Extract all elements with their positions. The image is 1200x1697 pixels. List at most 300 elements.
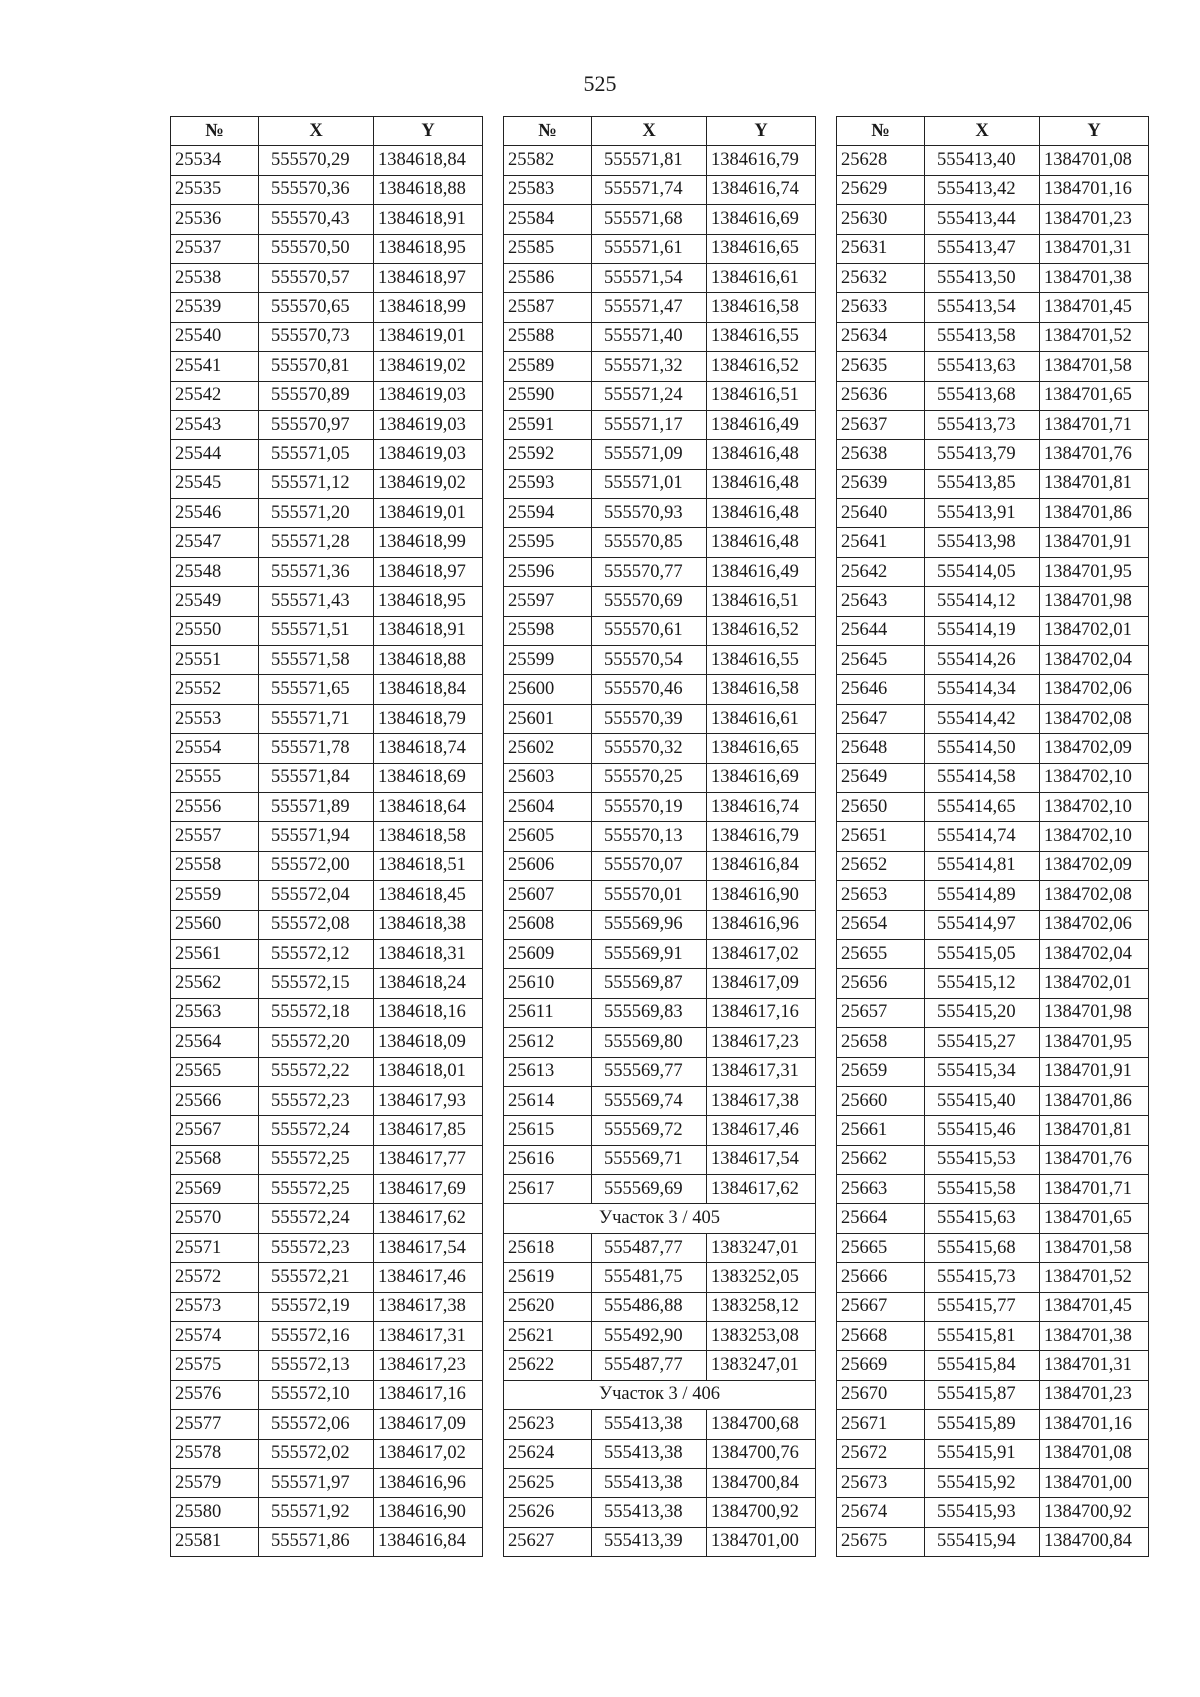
x-coordinate: 555570,29 xyxy=(259,146,374,175)
x-coordinate: 555572,12 xyxy=(259,939,374,968)
table-row xyxy=(171,557,483,586)
table-row xyxy=(171,1116,483,1145)
table-row xyxy=(171,734,483,763)
y-coordinate: 1384616,49 xyxy=(707,557,816,586)
point-number: 25534 xyxy=(171,146,259,175)
table-row xyxy=(504,499,816,528)
point-number: 25616 xyxy=(504,1145,592,1174)
y-coordinate: 1384702,09 xyxy=(1040,734,1149,763)
y-coordinate: 1384700,84 xyxy=(707,1468,816,1497)
point-number: 25630 xyxy=(837,205,925,234)
x-coordinate: 555413,73 xyxy=(925,410,1040,439)
y-coordinate: 1383253,08 xyxy=(707,1322,816,1351)
y-coordinate: 1384616,61 xyxy=(707,263,816,292)
table-row xyxy=(171,1527,483,1556)
y-coordinate: 1384701,38 xyxy=(1040,1322,1149,1351)
x-coordinate: 555571,24 xyxy=(592,381,707,410)
point-number: 25567 xyxy=(171,1116,259,1145)
y-coordinate: 1384616,96 xyxy=(374,1468,483,1497)
table-row xyxy=(837,881,1149,910)
coordinates-table-3 xyxy=(836,116,1149,1557)
table-row xyxy=(504,1057,816,1086)
table-row xyxy=(171,792,483,821)
point-number: 25535 xyxy=(171,175,259,204)
table-row xyxy=(504,557,816,586)
point-number: 25615 xyxy=(504,1116,592,1145)
y-coordinate: 1384701,52 xyxy=(1040,1263,1149,1292)
x-coordinate: 555570,54 xyxy=(592,646,707,675)
x-coordinate: 555415,73 xyxy=(925,1263,1040,1292)
y-coordinate: 1384701,08 xyxy=(1040,146,1149,175)
x-coordinate: 555415,68 xyxy=(925,1233,1040,1262)
table-row xyxy=(171,1175,483,1204)
table-row xyxy=(504,587,816,616)
y-coordinate: 1384617,38 xyxy=(707,1086,816,1115)
table-row xyxy=(504,969,816,998)
x-coordinate: 555572,04 xyxy=(259,881,374,910)
y-coordinate: 1384618,51 xyxy=(374,851,483,880)
point-number: 25626 xyxy=(504,1498,592,1527)
y-coordinate: 1384701,45 xyxy=(1040,293,1149,322)
point-number: 25631 xyxy=(837,234,925,263)
section-label: Участок 3 / 405 xyxy=(504,1204,816,1233)
point-number: 25643 xyxy=(837,587,925,616)
point-number: 25548 xyxy=(171,557,259,586)
x-coordinate: 555571,71 xyxy=(259,704,374,733)
y-coordinate: 1384617,31 xyxy=(374,1322,483,1351)
y-coordinate: 1384619,01 xyxy=(374,499,483,528)
table-row xyxy=(504,175,816,204)
x-coordinate: 555571,58 xyxy=(259,646,374,675)
table-row xyxy=(504,1322,816,1351)
x-coordinate: 555571,94 xyxy=(259,822,374,851)
table-row xyxy=(837,1439,1149,1468)
x-coordinate: 555572,25 xyxy=(259,1175,374,1204)
point-number: 25644 xyxy=(837,616,925,645)
header-y: Y xyxy=(707,117,816,146)
y-coordinate: 1384702,10 xyxy=(1040,822,1149,851)
table-row xyxy=(171,499,483,528)
x-coordinate: 555572,02 xyxy=(259,1439,374,1468)
point-number: 25555 xyxy=(171,763,259,792)
y-coordinate: 1384701,00 xyxy=(707,1527,816,1556)
y-coordinate: 1384616,48 xyxy=(707,528,816,557)
table-row xyxy=(171,1233,483,1262)
point-number: 25538 xyxy=(171,263,259,292)
y-coordinate: 1384618,01 xyxy=(374,1057,483,1086)
point-number: 25663 xyxy=(837,1175,925,1204)
header-y: Y xyxy=(1040,117,1149,146)
x-coordinate: 555571,97 xyxy=(259,1468,374,1497)
y-coordinate: 1384700,92 xyxy=(707,1498,816,1527)
point-number: 25541 xyxy=(171,352,259,381)
table-row xyxy=(171,1322,483,1351)
point-number: 25625 xyxy=(504,1468,592,1497)
x-coordinate: 555572,24 xyxy=(259,1116,374,1145)
coordinates-table-2 xyxy=(503,116,816,1557)
y-coordinate: 1384617,62 xyxy=(374,1204,483,1233)
y-coordinate: 1384617,54 xyxy=(374,1233,483,1262)
x-coordinate: 555572,15 xyxy=(259,969,374,998)
table-row xyxy=(837,410,1149,439)
point-number: 25589 xyxy=(504,352,592,381)
point-number: 25635 xyxy=(837,352,925,381)
y-coordinate: 1384701,16 xyxy=(1040,175,1149,204)
table-row xyxy=(837,352,1149,381)
table-row xyxy=(504,1292,816,1321)
x-coordinate: 555413,38 xyxy=(592,1439,707,1468)
y-coordinate: 1384619,02 xyxy=(374,352,483,381)
table-row xyxy=(837,939,1149,968)
table-row xyxy=(171,381,483,410)
point-number: 25664 xyxy=(837,1204,925,1233)
y-coordinate: 1384618,91 xyxy=(374,616,483,645)
point-number: 25583 xyxy=(504,175,592,204)
y-coordinate: 1384616,55 xyxy=(707,322,816,351)
y-coordinate: 1384617,46 xyxy=(374,1263,483,1292)
point-number: 25605 xyxy=(504,822,592,851)
y-coordinate: 1384701,98 xyxy=(1040,998,1149,1027)
table-row xyxy=(837,1116,1149,1145)
point-number: 25593 xyxy=(504,469,592,498)
x-coordinate: 555570,50 xyxy=(259,234,374,263)
point-number: 25563 xyxy=(171,998,259,1027)
table-row xyxy=(504,528,816,557)
point-number: 25669 xyxy=(837,1351,925,1380)
y-coordinate: 1384701,76 xyxy=(1040,440,1149,469)
point-number: 25624 xyxy=(504,1439,592,1468)
y-coordinate: 1384618,69 xyxy=(374,763,483,792)
x-coordinate: 555569,71 xyxy=(592,1145,707,1174)
x-coordinate: 555487,77 xyxy=(592,1233,707,1262)
table-row xyxy=(171,1292,483,1321)
x-coordinate: 555570,93 xyxy=(592,499,707,528)
y-coordinate: 1384618,79 xyxy=(374,704,483,733)
table-row xyxy=(171,851,483,880)
header-row xyxy=(171,117,483,146)
table-row xyxy=(837,499,1149,528)
y-coordinate: 1384618,97 xyxy=(374,263,483,292)
y-coordinate: 1384617,77 xyxy=(374,1145,483,1174)
y-coordinate: 1384701,00 xyxy=(1040,1468,1149,1497)
point-number: 25641 xyxy=(837,528,925,557)
table-row xyxy=(171,205,483,234)
y-coordinate: 1384701,58 xyxy=(1040,1233,1149,1262)
y-coordinate: 1384701,86 xyxy=(1040,1086,1149,1115)
point-number: 25627 xyxy=(504,1527,592,1556)
y-coordinate: 1384616,96 xyxy=(707,910,816,939)
table-row xyxy=(837,175,1149,204)
point-number: 25586 xyxy=(504,263,592,292)
point-number: 25648 xyxy=(837,734,925,763)
y-coordinate: 1384701,58 xyxy=(1040,352,1149,381)
point-number: 25645 xyxy=(837,646,925,675)
table-row xyxy=(837,1322,1149,1351)
point-number: 25608 xyxy=(504,910,592,939)
y-coordinate: 1384701,81 xyxy=(1040,1116,1149,1145)
x-coordinate: 555413,98 xyxy=(925,528,1040,557)
x-coordinate: 555570,13 xyxy=(592,822,707,851)
x-coordinate: 555413,91 xyxy=(925,499,1040,528)
table-row xyxy=(504,1263,816,1292)
y-coordinate: 1384616,90 xyxy=(374,1498,483,1527)
x-coordinate: 555415,93 xyxy=(925,1498,1040,1527)
x-coordinate: 555572,16 xyxy=(259,1322,374,1351)
point-number: 25621 xyxy=(504,1322,592,1351)
point-number: 25566 xyxy=(171,1086,259,1115)
x-coordinate: 555570,57 xyxy=(259,263,374,292)
y-coordinate: 1384616,79 xyxy=(707,822,816,851)
x-coordinate: 555571,89 xyxy=(259,792,374,821)
point-number: 25655 xyxy=(837,939,925,968)
table-row xyxy=(171,616,483,645)
table-row xyxy=(171,1468,483,1497)
y-coordinate: 1384702,04 xyxy=(1040,646,1149,675)
point-number: 25597 xyxy=(504,587,592,616)
x-coordinate: 555569,80 xyxy=(592,1028,707,1057)
y-coordinate: 1384619,03 xyxy=(374,381,483,410)
x-coordinate: 555414,97 xyxy=(925,910,1040,939)
point-number: 25561 xyxy=(171,939,259,968)
y-coordinate: 1384702,10 xyxy=(1040,792,1149,821)
x-coordinate: 555571,40 xyxy=(592,322,707,351)
x-coordinate: 555413,79 xyxy=(925,440,1040,469)
y-coordinate: 1383258,12 xyxy=(707,1292,816,1321)
y-coordinate: 1384616,51 xyxy=(707,587,816,616)
point-number: 25539 xyxy=(171,293,259,322)
x-coordinate: 555570,85 xyxy=(592,528,707,557)
table-row xyxy=(171,587,483,616)
header-x: X xyxy=(592,117,707,146)
y-coordinate: 1384701,95 xyxy=(1040,557,1149,586)
table-row xyxy=(504,1233,816,1262)
table-row xyxy=(171,175,483,204)
point-number: 25612 xyxy=(504,1028,592,1057)
y-coordinate: 1384702,09 xyxy=(1040,851,1149,880)
y-coordinate: 1384617,02 xyxy=(374,1439,483,1468)
table-row xyxy=(837,205,1149,234)
x-coordinate: 555414,19 xyxy=(925,616,1040,645)
x-coordinate: 555569,77 xyxy=(592,1057,707,1086)
table-row xyxy=(504,1439,816,1468)
y-coordinate: 1384616,58 xyxy=(707,293,816,322)
point-number: 25636 xyxy=(837,381,925,410)
y-coordinate: 1384618,88 xyxy=(374,175,483,204)
x-coordinate: 555414,65 xyxy=(925,792,1040,821)
table-row xyxy=(171,910,483,939)
x-coordinate: 555570,46 xyxy=(592,675,707,704)
table-row xyxy=(171,146,483,175)
point-number: 25658 xyxy=(837,1028,925,1057)
x-coordinate: 555571,12 xyxy=(259,469,374,498)
point-number: 25629 xyxy=(837,175,925,204)
y-coordinate: 1384616,69 xyxy=(707,205,816,234)
y-coordinate: 1384702,01 xyxy=(1040,616,1149,645)
table-row xyxy=(171,1439,483,1468)
x-coordinate: 555571,54 xyxy=(592,263,707,292)
table-row xyxy=(171,440,483,469)
table-row xyxy=(504,1498,816,1527)
y-coordinate: 1384702,04 xyxy=(1040,939,1149,968)
x-coordinate: 555413,63 xyxy=(925,352,1040,381)
table-row xyxy=(171,1086,483,1115)
section-row xyxy=(504,1380,816,1409)
y-coordinate: 1384619,03 xyxy=(374,440,483,469)
table-row xyxy=(504,1175,816,1204)
point-number: 25606 xyxy=(504,851,592,880)
y-coordinate: 1384616,61 xyxy=(707,704,816,733)
point-number: 25618 xyxy=(504,1233,592,1262)
y-coordinate: 1384701,91 xyxy=(1040,528,1149,557)
table-row xyxy=(837,792,1149,821)
table-row xyxy=(837,234,1149,263)
table-row xyxy=(171,1380,483,1409)
x-coordinate: 555415,40 xyxy=(925,1086,1040,1115)
point-number: 25646 xyxy=(837,675,925,704)
table-row xyxy=(171,410,483,439)
y-coordinate: 1384616,52 xyxy=(707,352,816,381)
y-coordinate: 1384701,52 xyxy=(1040,322,1149,351)
x-coordinate: 555571,01 xyxy=(592,469,707,498)
table-row xyxy=(837,675,1149,704)
table-row xyxy=(837,1380,1149,1409)
y-coordinate: 1384617,54 xyxy=(707,1145,816,1174)
point-number: 25639 xyxy=(837,469,925,498)
table-row xyxy=(171,293,483,322)
table-row xyxy=(837,469,1149,498)
table-row xyxy=(504,352,816,381)
x-coordinate: 555413,50 xyxy=(925,263,1040,292)
y-coordinate: 1384701,23 xyxy=(1040,205,1149,234)
table-row xyxy=(504,822,816,851)
x-coordinate: 555414,89 xyxy=(925,881,1040,910)
table-row xyxy=(171,939,483,968)
point-number: 25613 xyxy=(504,1057,592,1086)
table-row xyxy=(504,410,816,439)
table-row xyxy=(504,1527,816,1556)
point-number: 25610 xyxy=(504,969,592,998)
table-row xyxy=(171,1204,483,1233)
point-number: 25598 xyxy=(504,616,592,645)
table-row xyxy=(837,381,1149,410)
x-coordinate: 555414,26 xyxy=(925,646,1040,675)
x-coordinate: 555414,81 xyxy=(925,851,1040,880)
point-number: 25633 xyxy=(837,293,925,322)
y-coordinate: 1384617,23 xyxy=(707,1028,816,1057)
x-coordinate: 555571,36 xyxy=(259,557,374,586)
y-coordinate: 1384702,08 xyxy=(1040,881,1149,910)
x-coordinate: 555571,81 xyxy=(592,146,707,175)
y-coordinate: 1384618,31 xyxy=(374,939,483,968)
x-coordinate: 555415,05 xyxy=(925,939,1040,968)
point-number: 25576 xyxy=(171,1380,259,1409)
y-coordinate: 1384616,65 xyxy=(707,234,816,263)
x-coordinate: 555570,19 xyxy=(592,792,707,821)
table-row xyxy=(171,352,483,381)
table-row xyxy=(504,734,816,763)
y-coordinate: 1384618,99 xyxy=(374,293,483,322)
table-row xyxy=(837,293,1149,322)
table-row xyxy=(837,910,1149,939)
table-row xyxy=(837,704,1149,733)
point-number: 25609 xyxy=(504,939,592,968)
point-number: 25642 xyxy=(837,557,925,586)
point-number: 25580 xyxy=(171,1498,259,1527)
header-number: № xyxy=(504,117,592,146)
y-coordinate: 1384618,45 xyxy=(374,881,483,910)
y-coordinate: 1384700,84 xyxy=(1040,1527,1149,1556)
point-number: 25565 xyxy=(171,1057,259,1086)
x-coordinate: 555570,25 xyxy=(592,763,707,792)
y-coordinate: 1384701,08 xyxy=(1040,1439,1149,1468)
x-coordinate: 555570,01 xyxy=(592,881,707,910)
x-coordinate: 555414,50 xyxy=(925,734,1040,763)
table-row xyxy=(837,557,1149,586)
y-coordinate: 1384616,48 xyxy=(707,469,816,498)
table-row xyxy=(504,763,816,792)
x-coordinate: 555415,92 xyxy=(925,1468,1040,1497)
point-number: 25661 xyxy=(837,1116,925,1145)
x-coordinate: 555414,12 xyxy=(925,587,1040,616)
x-coordinate: 555571,32 xyxy=(592,352,707,381)
point-number: 25632 xyxy=(837,263,925,292)
point-number: 25587 xyxy=(504,293,592,322)
y-coordinate: 1384618,24 xyxy=(374,969,483,998)
point-number: 25637 xyxy=(837,410,925,439)
x-coordinate: 555415,27 xyxy=(925,1028,1040,1057)
point-number: 25578 xyxy=(171,1439,259,1468)
coordinates-table-1 xyxy=(170,116,483,1557)
y-coordinate: 1384618,88 xyxy=(374,646,483,675)
x-coordinate: 555570,61 xyxy=(592,616,707,645)
table-row xyxy=(837,1263,1149,1292)
table-row xyxy=(171,1145,483,1174)
table-row xyxy=(171,881,483,910)
x-coordinate: 555487,77 xyxy=(592,1351,707,1380)
x-coordinate: 555415,94 xyxy=(925,1527,1040,1556)
y-coordinate: 1384618,99 xyxy=(374,528,483,557)
point-number: 25640 xyxy=(837,499,925,528)
table-row xyxy=(504,469,816,498)
table-row xyxy=(837,851,1149,880)
point-number: 25666 xyxy=(837,1263,925,1292)
table-row xyxy=(837,998,1149,1027)
point-number: 25611 xyxy=(504,998,592,1027)
x-coordinate: 555572,20 xyxy=(259,1028,374,1057)
point-number: 25536 xyxy=(171,205,259,234)
y-coordinate: 1384619,03 xyxy=(374,410,483,439)
y-coordinate: 1384618,16 xyxy=(374,998,483,1027)
table-row xyxy=(837,1145,1149,1174)
point-number: 25672 xyxy=(837,1439,925,1468)
point-number: 25556 xyxy=(171,792,259,821)
x-coordinate: 555572,23 xyxy=(259,1086,374,1115)
table-row xyxy=(837,440,1149,469)
point-number: 25602 xyxy=(504,734,592,763)
x-coordinate: 555413,38 xyxy=(592,1410,707,1439)
table-row xyxy=(504,998,816,1027)
x-coordinate: 555570,36 xyxy=(259,175,374,204)
point-number: 25620 xyxy=(504,1292,592,1321)
y-coordinate: 1384616,52 xyxy=(707,616,816,645)
point-number: 25653 xyxy=(837,881,925,910)
y-coordinate: 1384700,92 xyxy=(1040,1498,1149,1527)
table-row xyxy=(504,293,816,322)
table-row xyxy=(837,1175,1149,1204)
point-number: 25585 xyxy=(504,234,592,263)
page-number: 525 xyxy=(583,71,617,96)
table-row xyxy=(504,616,816,645)
